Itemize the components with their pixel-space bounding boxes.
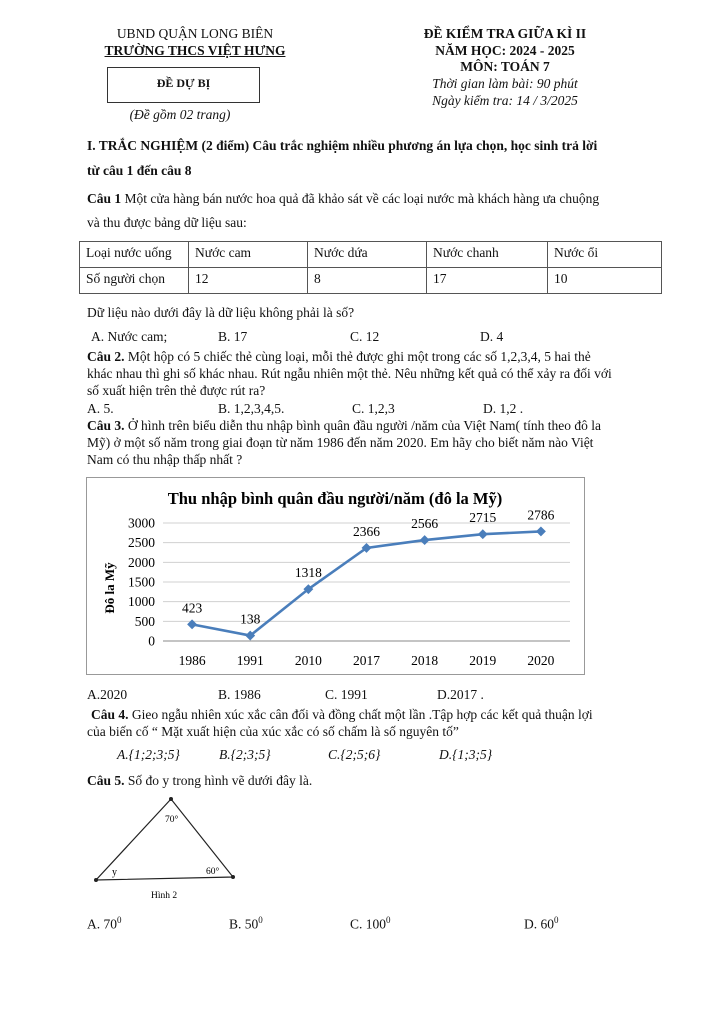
data-label: 138 [240, 611, 261, 627]
question-1-label: Câu 1 [87, 191, 122, 206]
degree-mark: 0 [554, 915, 559, 925]
q2-option-a: A. 5. [87, 401, 114, 416]
q1-option-c: C. 12 [350, 329, 380, 344]
question-2-label: Câu 2. [87, 349, 125, 364]
y-tick-label: 3000 [128, 515, 155, 531]
q5-option-a [87, 915, 122, 933]
subject: MÔN: TOÁN 7 [460, 59, 550, 74]
right-angle-label: 60° [206, 867, 220, 877]
table-cell: Nước ổi [548, 242, 662, 268]
table-cell: 10 [548, 268, 662, 294]
table-cell: 12 [189, 268, 308, 294]
data-label: 2366 [353, 523, 380, 539]
q1-option-b: B. 17 [218, 329, 248, 344]
question-3-text3: Nam có thu nhập thấp nhất ? [87, 452, 243, 467]
q2-option-d: D. 1,2 . [483, 401, 524, 416]
data-point [478, 529, 488, 539]
question-4-text2: của biến cố “ Mặt xuất hiện của xúc xắc có số chấm là số nguyên tố” [87, 724, 459, 739]
question-1-body: Một cửa hàng bán nước hoa quả đã khảo sát về các loại nước mà khách hàng ưa chuộng [121, 191, 600, 206]
q4-option-d: D.{1;3;5} [439, 747, 493, 762]
vertex-right [231, 875, 235, 879]
section-title-line1: I. TRẮC NGHIỆM (2 điểm) Câu trắc nghiệm nhiều phương án lựa chọn, học sinh trả lời [87, 138, 598, 153]
exam-type-label: ĐỀ DỰ BỊ [156, 76, 211, 90]
table-cell: Nước dứa [308, 242, 427, 268]
question-3-text2: Mỹ) ở một số năm trong giai đoạn từ năm 1986 đến năm 2020. Em hãy cho biết năm nào Việt [87, 435, 594, 450]
table-row [80, 268, 662, 294]
q1-option-d: D. 4 [480, 329, 504, 344]
degree-mark: 0 [117, 915, 122, 925]
vertex-left [94, 878, 98, 882]
left-angle-label: y [112, 867, 117, 878]
chart-y-axis-label: Đô la Mỹ [102, 562, 117, 614]
x-tick-label: 2019 [469, 653, 497, 668]
data-label: 423 [181, 600, 203, 616]
duration: Thời gian làm bài: 90 phút [432, 76, 578, 91]
table-cell: Nước cam [189, 242, 308, 268]
question-3-text [87, 418, 601, 434]
x-tick-label: 1986 [178, 653, 206, 668]
data-label: 2566 [411, 516, 439, 532]
q4-option-a: A.{1;2;3;5} [117, 747, 180, 762]
q4-option-c: C.{2;5;6} [328, 747, 381, 762]
q3-option-c: C. 1991 [325, 687, 368, 702]
question-1-text [87, 191, 599, 207]
figure-caption: Hình 2 [151, 891, 178, 901]
question-2-body: Một hộp có 5 chiếc thẻ cùng loại, mỗi thẻ được ghi một trong các số 1,2,3,4, 5 hai thẻ [124, 349, 591, 364]
exam-title: ĐỀ KIỂM TRA GIỮA KÌ II [423, 26, 587, 41]
data-label: 2786 [527, 507, 555, 523]
question-5-text [87, 773, 312, 789]
y-tick-label: 2000 [128, 554, 155, 570]
vertex-top [169, 797, 173, 801]
question-1-text2: và thu được bảng dữ liệu sau: [87, 215, 247, 230]
q5-option-a-text: A. 70 [87, 916, 117, 932]
table-cell: Số người chọn [80, 268, 189, 294]
x-tick-label: 2020 [527, 653, 555, 668]
question-4-text [91, 707, 593, 723]
q5-option-d [524, 915, 559, 933]
chart-title: Thu nhập bình quân đầu người/năm (đô la Mỹ) [167, 489, 503, 508]
survey-table [79, 241, 662, 294]
q4-option-b: B.{2;3;5} [219, 747, 271, 762]
y-tick-label: 1000 [128, 594, 155, 610]
question-3-body: Ở hình trên biểu diễn thu nhập bình quân đầu người /năm của Việt Nam( tính theo đô la [124, 418, 601, 433]
x-tick-label: 2017 [353, 653, 380, 668]
school-name-text: TRƯỜNG THCS VIỆT HƯNG [104, 43, 286, 58]
table-cell: Nước chanh [427, 242, 548, 268]
question-2-text2: khác nhau thì ghi số khác nhau. Rút ngẫu nhiên một thẻ. Nêu những kết quả có thể xảy ra đối với [87, 366, 612, 381]
question-5-label: Câu 5. [87, 773, 125, 788]
question-4-body: Gieo ngẫu nhiên xúc xắc cân đối và đồng chất một lần .Tập hợp các kết quả thuận lợi [128, 707, 593, 722]
income-chart-frame [86, 477, 585, 675]
question-4-label: Câu 4. [91, 707, 129, 722]
pages-note: (Đề gồm 02 trang) [129, 107, 231, 122]
table-cell: 17 [427, 268, 548, 294]
data-point [536, 526, 546, 536]
q3-option-b: B. 1986 [218, 687, 261, 702]
q5-option-b [229, 915, 263, 933]
top-angle-label: 70° [165, 815, 179, 825]
data-label: 1318 [294, 565, 322, 581]
y-tick-label: 1500 [128, 574, 155, 590]
income-line-chart [87, 478, 584, 674]
table-cell: 8 [308, 268, 427, 294]
x-tick-label: 1991 [236, 653, 264, 668]
school-name [80, 43, 310, 59]
section-title-line2: từ câu 1 đến câu 8 [87, 163, 192, 178]
x-tick-label: 2018 [411, 653, 439, 668]
q5-option-c [350, 915, 391, 933]
q5-option-d-text: D. 60 [524, 916, 554, 932]
school-year: NĂM HỌC: 2024 - 2025 [435, 43, 575, 58]
question-2-text3: số xuất hiện trên thẻ được rút ra? [87, 383, 266, 398]
q3-option-d: D.2017 . [437, 687, 484, 702]
data-point [420, 535, 430, 545]
y-tick-label: 500 [134, 613, 155, 629]
y-tick-label: 0 [148, 633, 155, 649]
triangle-figure [85, 790, 255, 905]
q3-option-a: A.2020 [87, 687, 128, 702]
x-tick-label: 2010 [294, 653, 322, 668]
q5-option-b-text: B. 50 [229, 916, 259, 932]
question-3-label: Câu 3. [87, 418, 125, 433]
question-1-prompt: Dữ liệu nào dưới đây là dữ liệu không phải là số? [87, 305, 355, 320]
q5-option-c-text: C. 100 [350, 916, 387, 932]
q1-option-a: A. Nước cam; [91, 329, 168, 344]
q2-option-b: B. 1,2,3,4,5. [218, 401, 285, 416]
degree-mark: 0 [386, 915, 391, 925]
question-5-body: Số đo y trong hình vẽ dưới đây là. [124, 773, 313, 788]
y-tick-label: 2500 [128, 535, 155, 551]
department-name: UBND QUẬN LONG BIÊN [116, 26, 274, 41]
table-row [80, 242, 662, 268]
degree-mark: 0 [258, 915, 263, 925]
q2-option-c: C. 1,2,3 [352, 401, 395, 416]
exam-date: Ngày kiểm tra: 14 / 3/2025 [432, 93, 578, 108]
data-label: 2715 [469, 510, 497, 526]
table-cell: Loại nước uống [80, 242, 189, 268]
question-2-text [87, 349, 591, 365]
